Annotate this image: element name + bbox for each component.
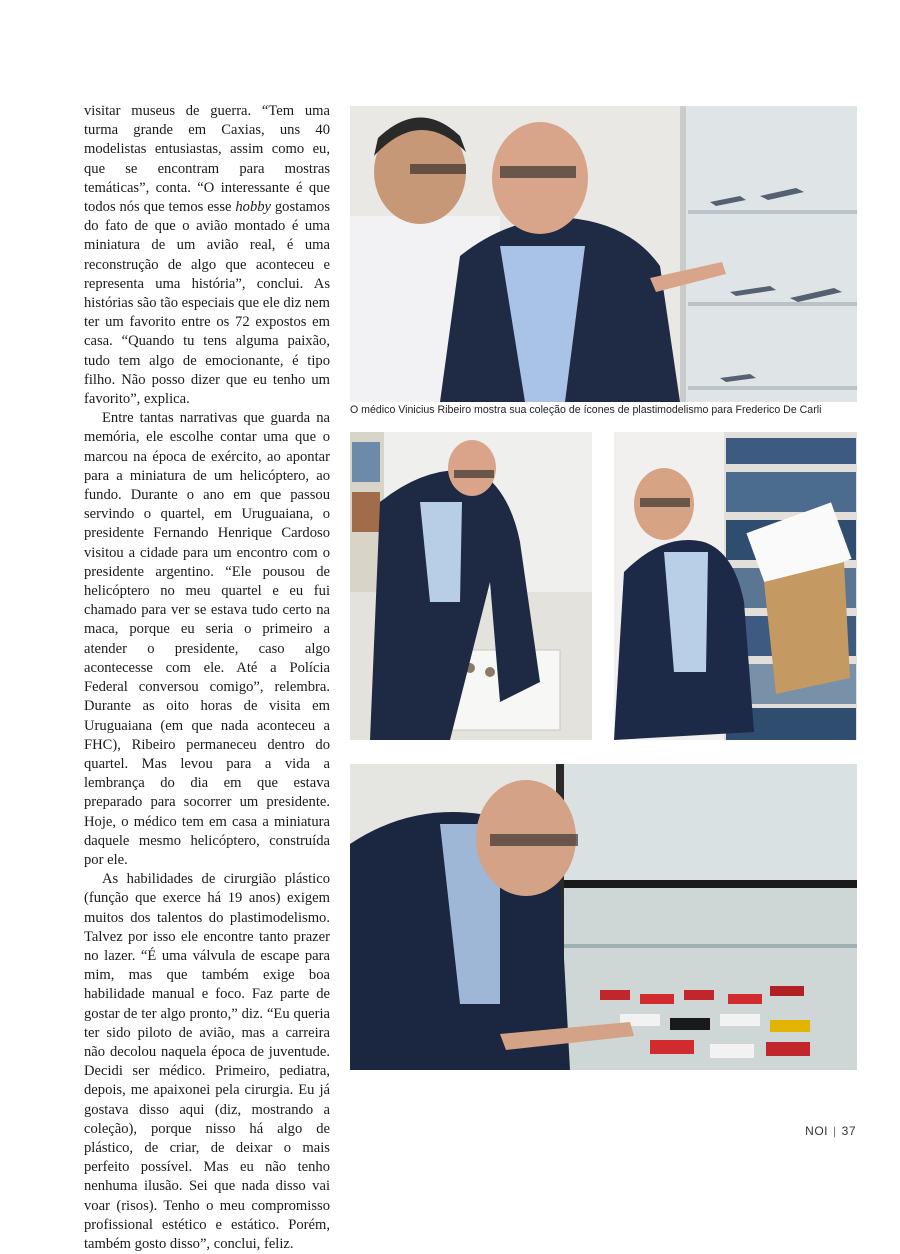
article-column bbox=[84, 102, 330, 1254]
photo-man-race-cars bbox=[350, 764, 857, 1070]
photo-two-men-display bbox=[350, 106, 857, 402]
folio-separator: | bbox=[833, 1124, 837, 1138]
article-paragraph-2: Entre tantas narrativas que guarda na memória, ele escolhe contar uma que o marcou na época de exército, ao apontar para a miniatura de um helicóptero, ao fundo. Durante o ano em que passou servindo o quartel, em Uruguaiana, o presidente Fernando Henrique Cardoso visitou a cidade para um encontro com o presidente argentino. “Ele pousou de helicóptero no meu quartel e eu fui chamado para ver se estava tudo certo na maca, porque eu seria o primeiro a atender o presidente, caso algo acontecesse com ele. Até a Polícia Federal conversou comigo”, relembra. Durante as oito horas de visita em Uruguaiana (em que nada aconteceu a FHC), Ribeiro permaneceu dentro do quartel. Mas levou para a vida a lembrança do dia em que estava preparado para socorrer um presidente. Hoje, o médico tem em casa a miniatura daquele mesmo helicóptero, construída por ele. bbox=[84, 410, 330, 868]
article-paragraph-3: As habilidades de cirurgião plástico (função que exerce há 19 anos) exigem muitos dos talentos do plastimodelismo. Talvez por isso ele encontre tanto prazer no lazer. “É uma válvula de escape para mim, mas que também exige boa habilidade manual e foco. Faz parte de gostar de ter algo pronto,” diz. “Eu queria ter sido piloto de avião, mas a carreira não decolou naquela época de juventude. Decidi ser médico. Primeiro, pediatra, depois, me apaixonei pela cirurgia. Eu já gostava disso aqui (diz, mostrando a coleção), porque nisso há algo de plástico, de criar, de deixar o mais perfeito possível. Mas eu não tenho nenhuma ilusão. Sei que nada disso vai voar (risos). Tenho o meu compromisso profissional estético e estático. Porém, também gosto disso”, conclui, feliz. bbox=[84, 871, 330, 1252]
photo-man-model-box bbox=[614, 432, 857, 740]
page-number: 37 bbox=[841, 1124, 856, 1138]
photo-caption: O médico Vinicius Ribeiro mostra sua coleção de ícones de plastimodelismo para Frederico De Carli bbox=[350, 404, 822, 416]
article-paragraph-1: visitar museus de guerra. “Tem uma turma grande em Caxias, uns 40 modelistas entusiastas, assim como eu, que se encontram para mostras temáticas”, conta. “O interessante é que todos nós que temos esse hobby gostamos do fato de que o avião montado é uma miniatura de um avião real, é uma reconstrução de algo que aconteceu e representa uma história”, conclui. As histórias são tão especiais que ele diz nem ter um favorito entre os 72 expostos em casa. “Quando tu tens alguma paixão, tudo tem algo de emocionante, é tipo filho. Não posso dizer que eu tenho um favorito”, explica. bbox=[84, 103, 331, 408]
page-folio bbox=[805, 1124, 856, 1138]
photo-man-drawer bbox=[350, 432, 592, 740]
magazine-name: NOI bbox=[805, 1124, 829, 1138]
